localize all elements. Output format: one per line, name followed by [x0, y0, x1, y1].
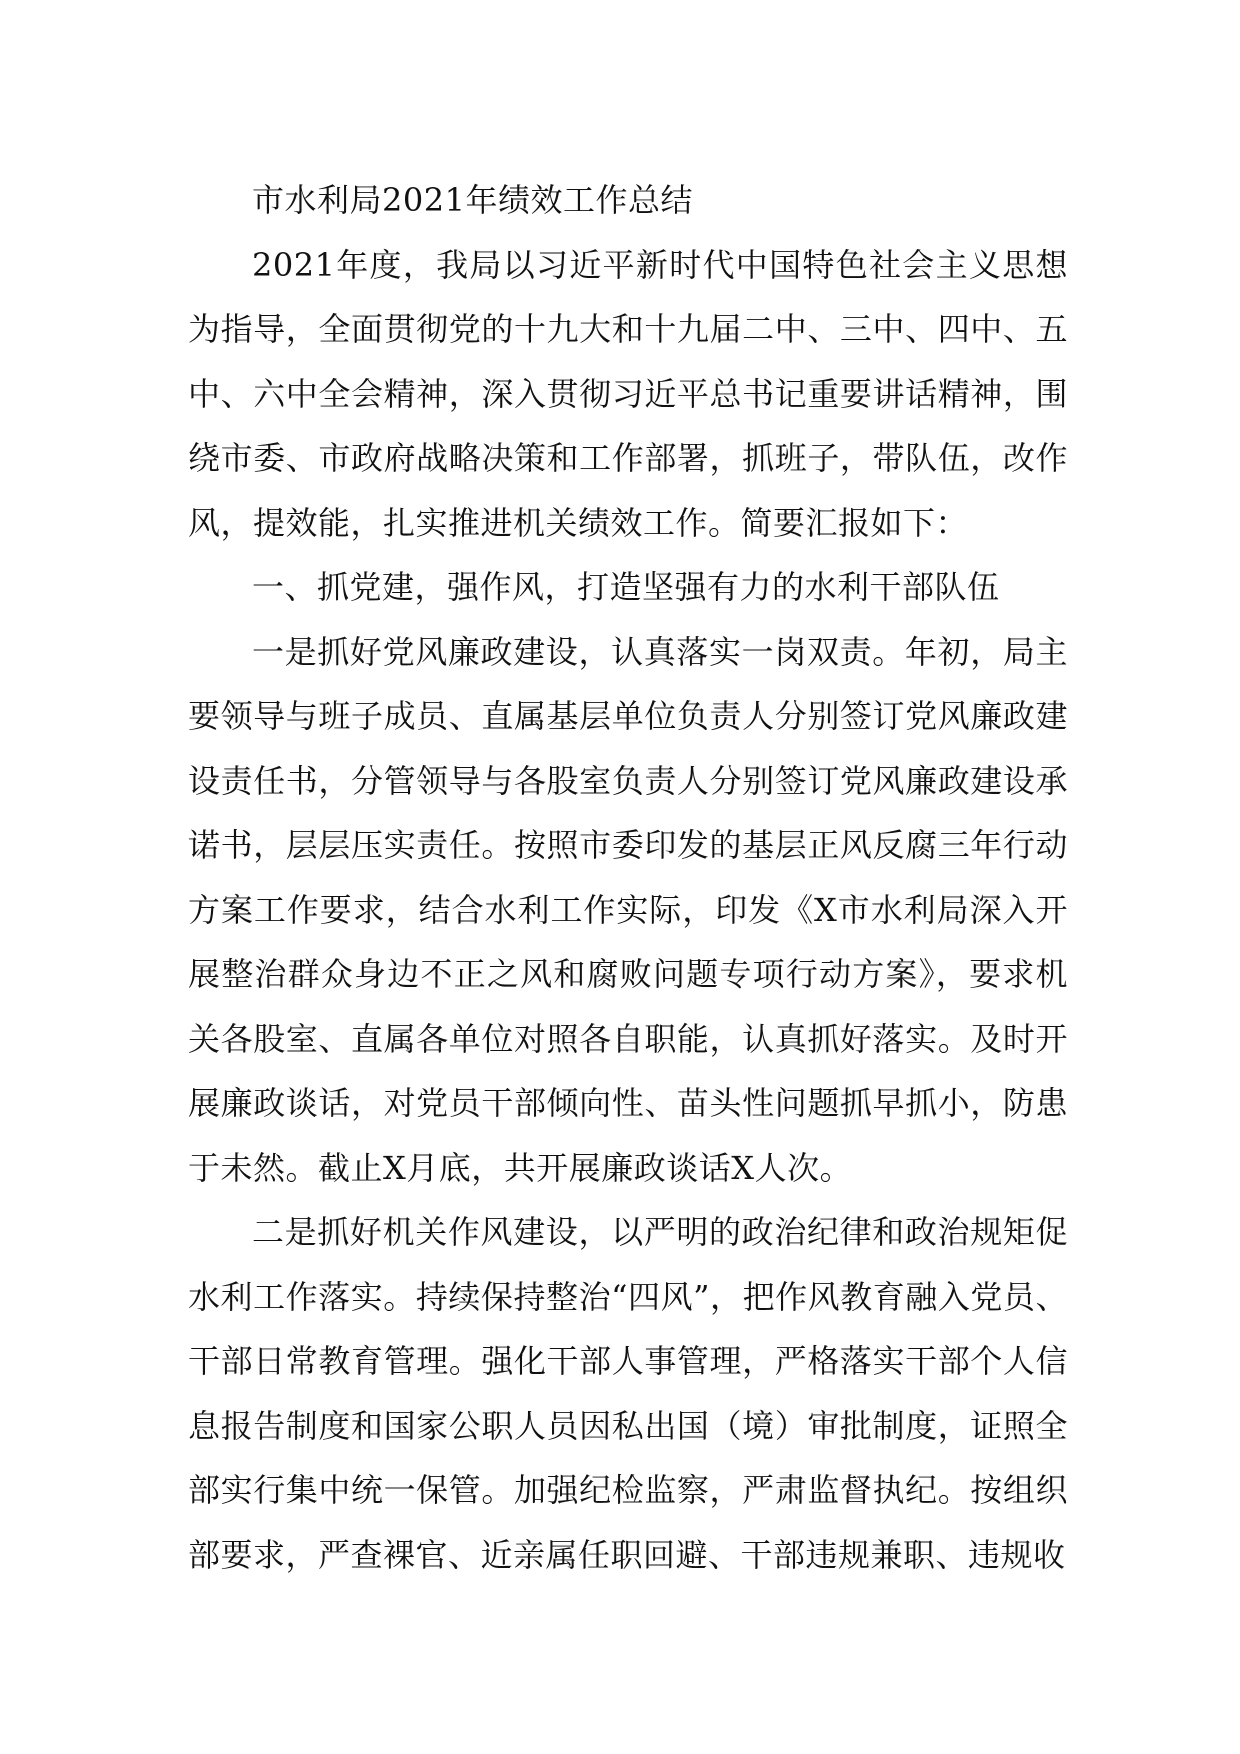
document-title: 市水利局2021年绩效工作总结	[252, 181, 693, 219]
document-page	[188, 168, 1068, 1587]
paragraph-intro: 2021年度，我局以习近平新时代中国特色社会主义思想为指导，全面贯彻党的十九大和十九届二中、三中、四中、五中、六中全会精神，深入贯彻习近平总书记重要讲话精神，围绕市委、市政府战略决策和工作部署，抓班子，带队伍，改作风，提效能，扎实推进机关绩效工作。简要汇报如下：	[188, 245, 1068, 542]
paragraph-party-conduct: 一是抓好党风廉政建设，认真落实一岗双责。年初，局主要领导与班子成员、直属基层单位负责人分别签订党风廉政建设责任书，分管领导与各股室负责人分别签订党风廉政建设承诺书，层层压实责任。按照市委印发的基层正风反腐三年行动方案工作要求，结合水利工作实际，印发《X市水利局深入开展整治群众身边不正之风和腐败问题专项行动方案》，要求机关各股室、直属各单位对照各自职能，认真抓好落实。及时开展廉政谈话，对党员干部倾向性、苗头性问题抓早抓小，防患于未然。截止X月底，共开展廉政谈话X人次。	[188, 632, 1068, 1187]
section-heading-1: 一、抓党建，强作风，打造坚强有力的水利干部队伍	[252, 568, 1000, 606]
paragraph-work-style: 二是抓好机关作风建设，以严明的政治纪律和政治规矩促水利工作落实。持续保持整治“四风”，把作风教育融入党员、干部日常教育管理。强化干部人事管理，严格落实干部个人信息报告制度和国家公职人员因私出国（境）审批制度，证照全部实行集中统一保管。加强纪检监察，严肃监督执纪。按组织部要求，严查裸官、近亲属任职回避、干部违规兼职、违规收	[188, 1213, 1068, 1574]
